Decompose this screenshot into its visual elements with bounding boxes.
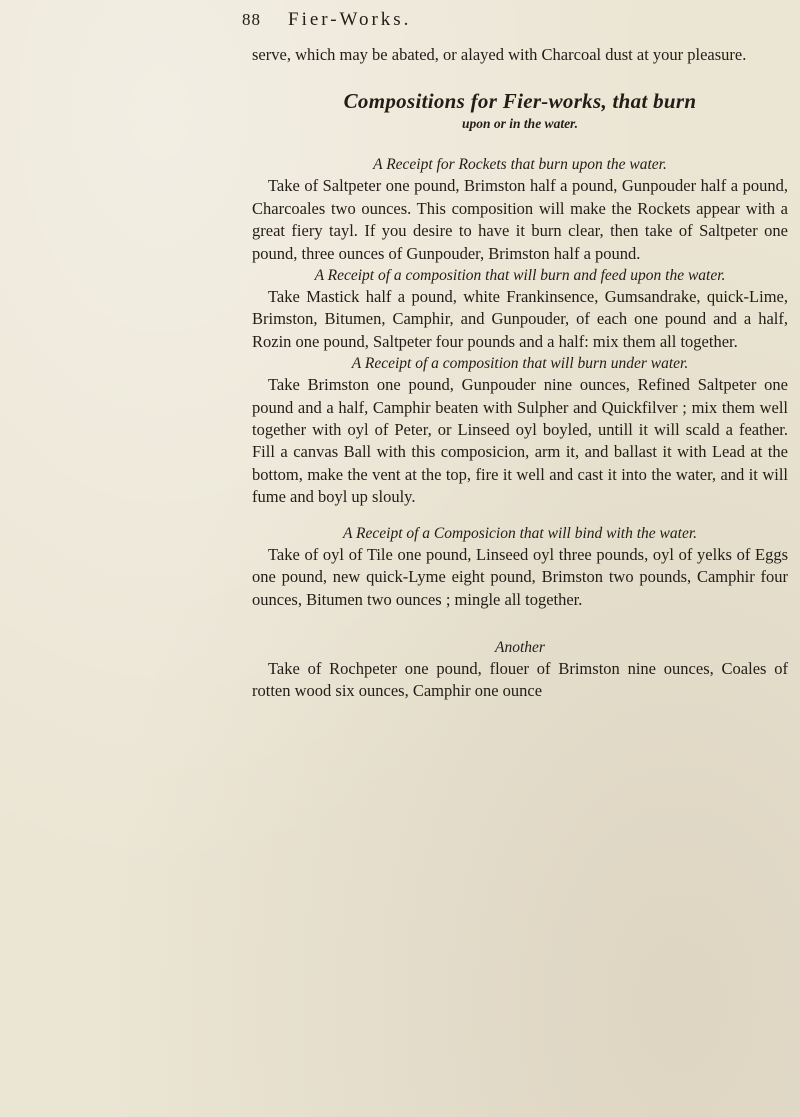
recipe-title: A Receipt for Rockets that burn upon the water.: [373, 156, 667, 174]
recipe-title: A Receipt of a composition that will burn and feed upon the water.: [314, 267, 726, 285]
recipe-title: A Receipt of a composition that will burn under water.: [351, 355, 689, 373]
recipe-body: Take of Rochpeter one pound, flouer of Brimston nine ounces, Coales of rotten wood six ounces, Camphir one ounce: [252, 658, 788, 701]
recipe-body: Take of Saltpeter one pound, Brimston half a pound, Gunpouder half a pound, Charcoales two ounces. This composition will make the Rockets appear with a great fiery tayl. If you desire to have it burn clear, then take of Saltpeter one pound, three ounces of Gunpouder, Brimston half a pound.: [252, 176, 788, 263]
recipe-body: Take Mastick half a pound, white Frankinsence, Gumsandrake, quick-Lime, Brimston, Bitumen, Camphir, and Gunpouder, of each one pound and a half, Rozin one pound, Saltpeter four pounds and a half: mix them all together.: [252, 287, 788, 351]
recipe-another: [252, 637, 788, 703]
intro-paragraph: serve, which may be abated, or alayed with Charcoal dust at your pleasure.: [252, 45, 747, 64]
running-head: Fier-Works.: [288, 9, 412, 30]
recipe-title: A Receipt of a Composicion that will bind with the water.: [342, 524, 698, 542]
section-title: Compositions for Fier-works, that burn: [343, 89, 697, 114]
recipe-bind-with-water: [252, 523, 788, 611]
recipe-title: Another: [495, 638, 545, 656]
page-header: [242, 10, 800, 40]
recipe-body: Take of oyl of Tile one pound, Linseed oyl three pounds, oyl of yelks of Eggs one pound, new quick-Lyme eight pound, Brimston two pounds, Camphir four ounces, Bitumen two ounces ; mingle all together.: [252, 544, 788, 609]
text-block: [252, 44, 788, 703]
recipe-rockets: [252, 154, 788, 265]
page-number: 88: [242, 10, 261, 29]
recipe-body: Take Brimston one pound, Gunpouder nine ounces, Refined Saltpeter one pound and a half, Camphir beaten with Sulpher and Quickfilver ; mix them well together with oyl of Peter, or Linseed oyl boyled, untill it will scald a feather. Fill a canvas Ball with this composicion, arm it, and ballast it with Lead at the bottom, make the vent at the top, fire it well and cast it into the water, and it will fume and boyl up slouly.: [252, 375, 788, 507]
section-subtitle: upon or in the water.: [462, 116, 578, 132]
recipe-burn-and-feed: [252, 265, 788, 353]
recipe-burn-under-water: [252, 353, 788, 508]
